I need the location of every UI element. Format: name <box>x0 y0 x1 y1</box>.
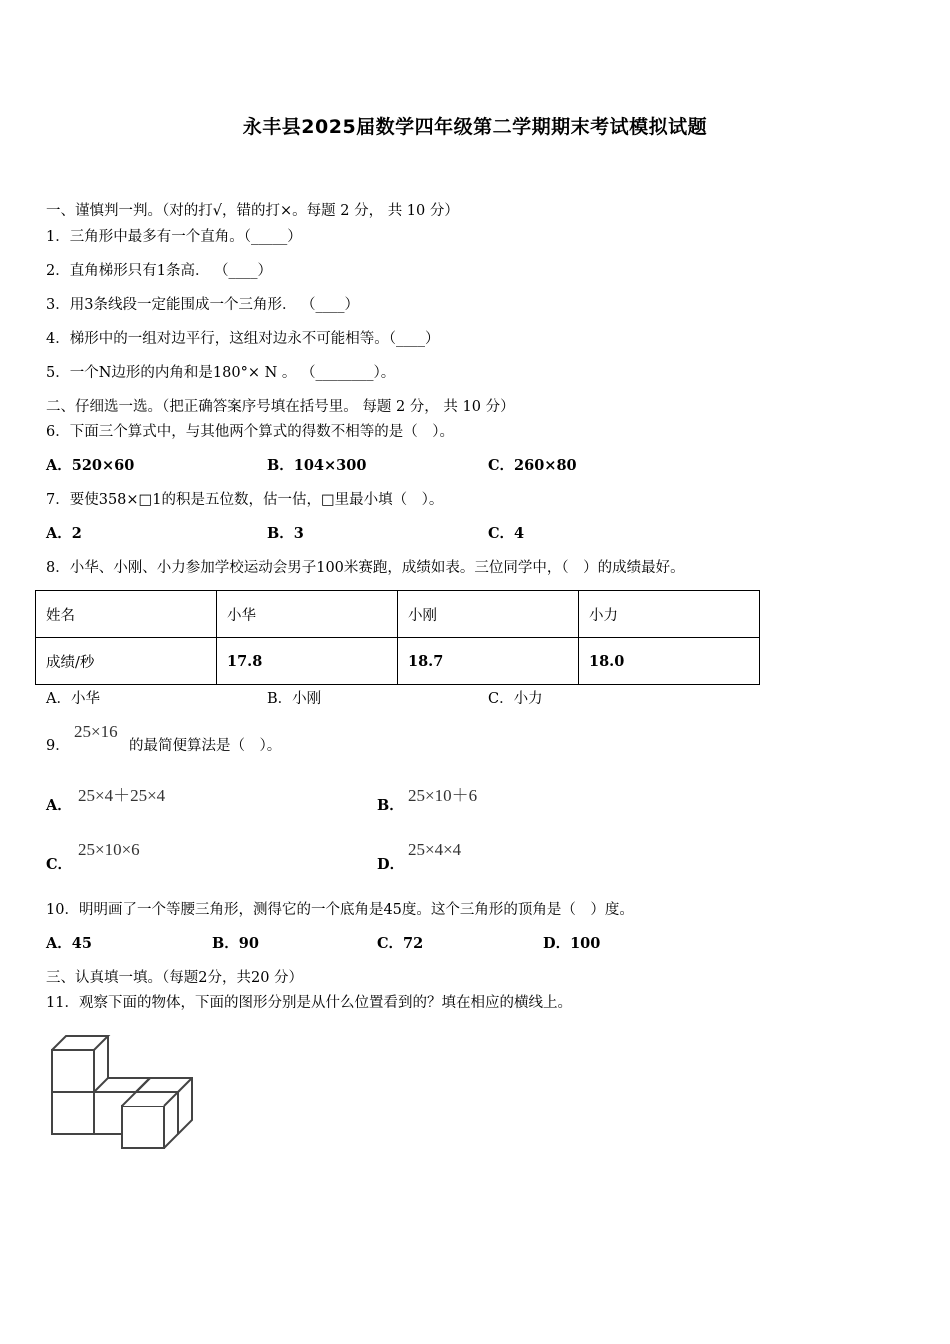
q8-option-c: C．小力 <box>488 691 543 707</box>
table-cell: 小力 <box>579 591 760 638</box>
table-cell: 小刚 <box>398 591 579 638</box>
question-6: 6．下面三个算式中，与其他两个算式的得数不相等的是（ ）。 <box>46 424 454 440</box>
q10-option-a: A．45 <box>46 935 92 952</box>
question-2: 2．直角梯形只有1条高． （____） <box>46 263 273 279</box>
q10-option-d: D．100 <box>543 935 601 952</box>
q9-option-b: 25×10＋6 <box>408 786 478 805</box>
q8-option-a: A．小华 <box>46 691 100 707</box>
q9-option-d-label: D． <box>377 856 405 873</box>
question-11: 11．观察下面的物体，下面的图形分别是从什么位置看到的？填在相应的横线上。 <box>46 995 572 1011</box>
q9-option-d: 25×4×4 <box>408 840 462 859</box>
q6-option-b: B．104×300 <box>267 457 367 474</box>
cube-edge <box>178 1078 192 1092</box>
question-3: 3．用3条线段一定能围成一个三角形． （____） <box>46 297 360 313</box>
q9-option-a: 25×4＋25×4 <box>78 786 166 805</box>
question-9: 的最简便算法是（ ）。 <box>129 738 282 754</box>
q10-option-c: C．72 <box>377 935 424 952</box>
table-cell: 姓名 <box>36 591 217 638</box>
question-7: 7．要使358×□1的积是五位数，估一估，□里最小填（ ）。 <box>46 492 444 508</box>
question-4: 4．梯形中的一组对边平行，这组对边永不可能相等。（____） <box>46 331 440 347</box>
section1-heading: 一、谨慎判一判。（对的打√，错的打×。每题 2 分， 共 10 分） <box>46 203 459 219</box>
q7-option-a: A．2 <box>46 525 82 542</box>
q8-option-b: B．小刚 <box>267 691 322 707</box>
page-title: 永丰县2025届数学四年级第二学期期末考试模拟试题 <box>242 116 708 138</box>
question-5: 5．一个N边形的内角和是180°× N 。 （________）。 <box>46 365 396 381</box>
question-1: 1．三角形中最多有一个直角。（_____） <box>46 229 302 245</box>
q9-option-b-label: B． <box>377 797 404 814</box>
table-header-row <box>36 591 760 638</box>
table-cell: 成绩/秒 <box>36 638 217 685</box>
table-cell: 小华 <box>217 591 398 638</box>
q7-option-c: C．4 <box>488 525 525 542</box>
table-row <box>36 638 760 685</box>
question-9-number: 9． <box>46 738 70 754</box>
cube-top-lid <box>52 1036 108 1050</box>
cube-front-right <box>122 1106 164 1148</box>
cube-front-right-lid <box>122 1092 178 1106</box>
section3-heading: 三、认真填一填。（每题2分，共20 分） <box>46 970 304 986</box>
q9-option-a-label: A． <box>46 797 72 814</box>
q9-option-c: 25×10×6 <box>78 840 140 859</box>
question-8: 8．小华、小刚、小力参加学校运动会男子100米赛跑，成绩如表。三位同学中，（ ）的成绩最好。 <box>46 560 685 576</box>
question-10: 10．明明画了一个等腰三角形，测得它的一个底角是45度。这个三角形的顶角是（ ）度。 <box>46 902 634 918</box>
table-cell: 18.0 <box>579 638 760 685</box>
cube-bottom-left <box>52 1092 94 1134</box>
score-table <box>35 590 760 685</box>
q9-expression: 25×16 <box>74 722 118 741</box>
table-cell: 18.7 <box>398 638 579 685</box>
q6-option-a: A．520×60 <box>46 457 135 474</box>
section2-heading: 二、仔细选一选。（把正确答案序号填在括号里。 每题 2 分， 共 10 分） <box>46 399 515 415</box>
cube-stack-figure <box>44 1030 196 1154</box>
q10-option-b: B．90 <box>212 935 259 952</box>
q7-option-b: B．3 <box>267 525 304 542</box>
cube-edge <box>136 1078 150 1092</box>
cube-top-front <box>52 1050 94 1092</box>
q9-option-c-label: C． <box>46 856 73 873</box>
q6-option-c: C．260×80 <box>488 457 577 474</box>
table-cell: 17.8 <box>217 638 398 685</box>
